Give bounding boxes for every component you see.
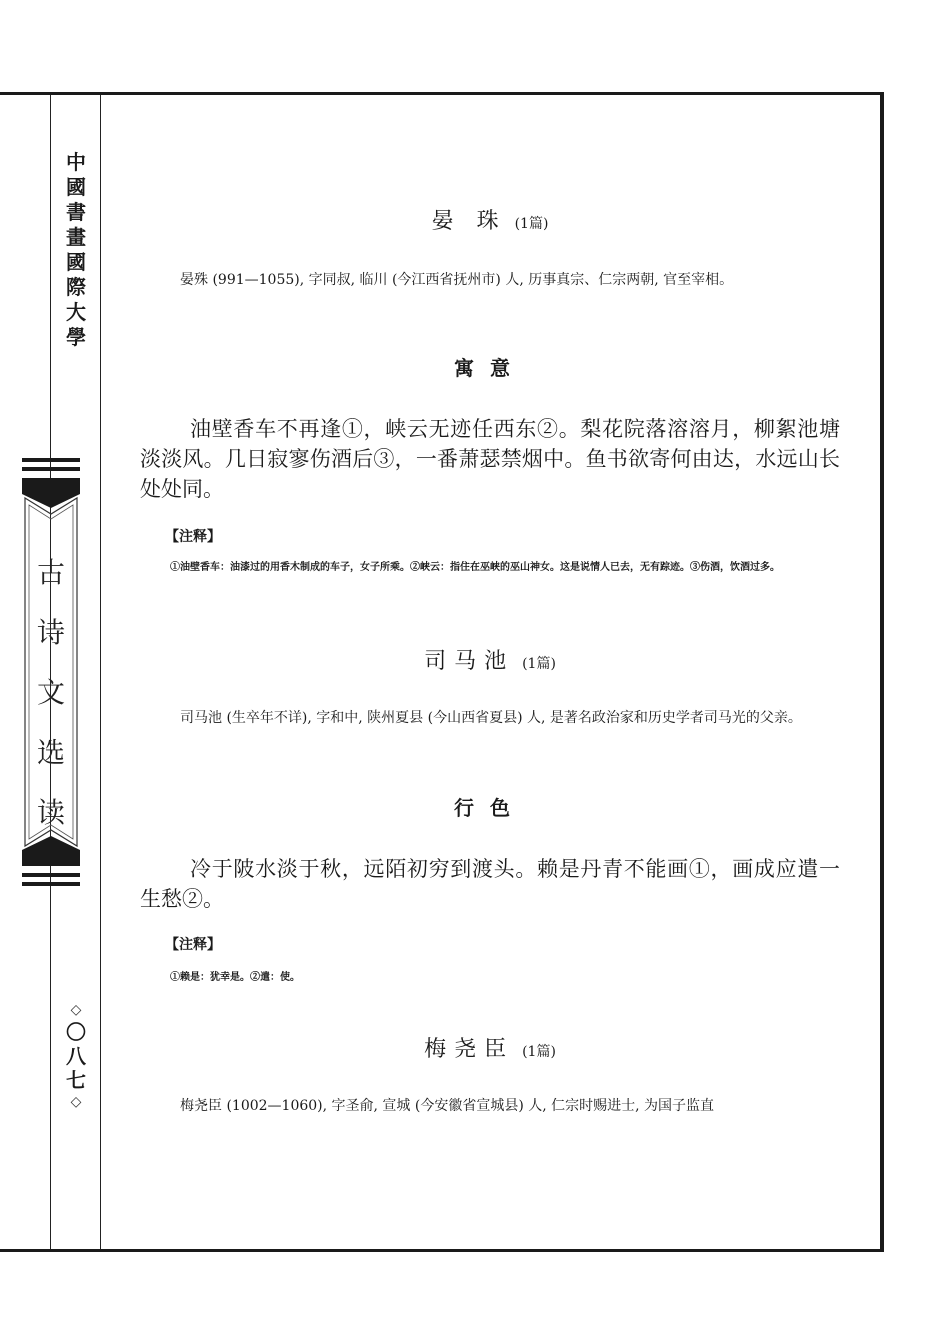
book-title-banner <box>22 458 80 886</box>
poem-body: 冷于陂水淡于秋，远陌初穷到渡头。赖是丹青不能画①，画成应遣一生愁②。 <box>140 857 840 911</box>
book-title: 古诗文选读 <box>36 556 65 829</box>
poem-title: 行色 <box>454 796 526 820</box>
diamond-ornament: ◇ <box>70 1094 82 1110</box>
poem-body: 油壁香车不再逢①，峡云无迹任西东②。梨花院落溶溶月，柳絮池塘淡淡风。几日寂寥伤酒后③，一番萧瑟禁烟中。鱼书欲寄何由达，水远山长处处同。 <box>140 417 840 501</box>
frame-bottom-border <box>0 1249 884 1252</box>
author-heading <box>140 644 840 675</box>
piece-count: (1篇) <box>522 1044 556 1060</box>
piece-count: (1篇) <box>514 216 549 232</box>
frame-right-border <box>880 92 884 1252</box>
author-bio: 司马池 (生卒年不详), 字和中, 陕州夏县 (今山西省夏县) 人, 是著名政治家和历史学者司马光的父亲。 <box>180 710 802 726</box>
author-name: 晏 珠 <box>431 209 507 234</box>
notes-text: ①油壁香车：油漆过的用香木制成的车子，女子所乘。②峡云：指住在巫峡的巫山神女。这是说情人已去，无有踪迹。③伤酒，饮酒过多。 <box>170 562 780 573</box>
notes-heading: 【注释】 <box>165 529 221 545</box>
author-heading <box>140 204 840 235</box>
author-name: 司马池 <box>424 649 515 674</box>
banner-band <box>22 873 80 877</box>
poem-title: 寓意 <box>454 356 526 380</box>
page-number-block <box>58 1000 94 1112</box>
piece-count: (1篇) <box>522 656 556 672</box>
author-name: 梅尧臣 <box>424 1037 515 1062</box>
page-number: 〇八七 <box>66 1020 86 1092</box>
university-name: 中國書畫國際大學 <box>66 150 86 349</box>
frame-top-border <box>0 92 884 95</box>
notes-text: ①赖是：犹幸是。②遣：使。 <box>170 972 300 983</box>
diamond-ornament: ◇ <box>70 1002 82 1018</box>
notes-heading: 【注释】 <box>165 937 221 953</box>
author-heading <box>140 1032 840 1063</box>
author-bio: 晏殊 (991—1055), 字同叔, 临川 (今江西省抚州市) 人, 历事真宗、仁宗两朝, 官至宰相。 <box>180 272 734 288</box>
author-bio: 梅尧臣 (1002—1060), 字圣俞, 宣城 (今安徽省宣城县) 人, 仁宗时赐进士, 为国子监直 <box>180 1098 715 1114</box>
sidebar-rule-right <box>100 95 101 1249</box>
banner-band <box>22 882 80 886</box>
